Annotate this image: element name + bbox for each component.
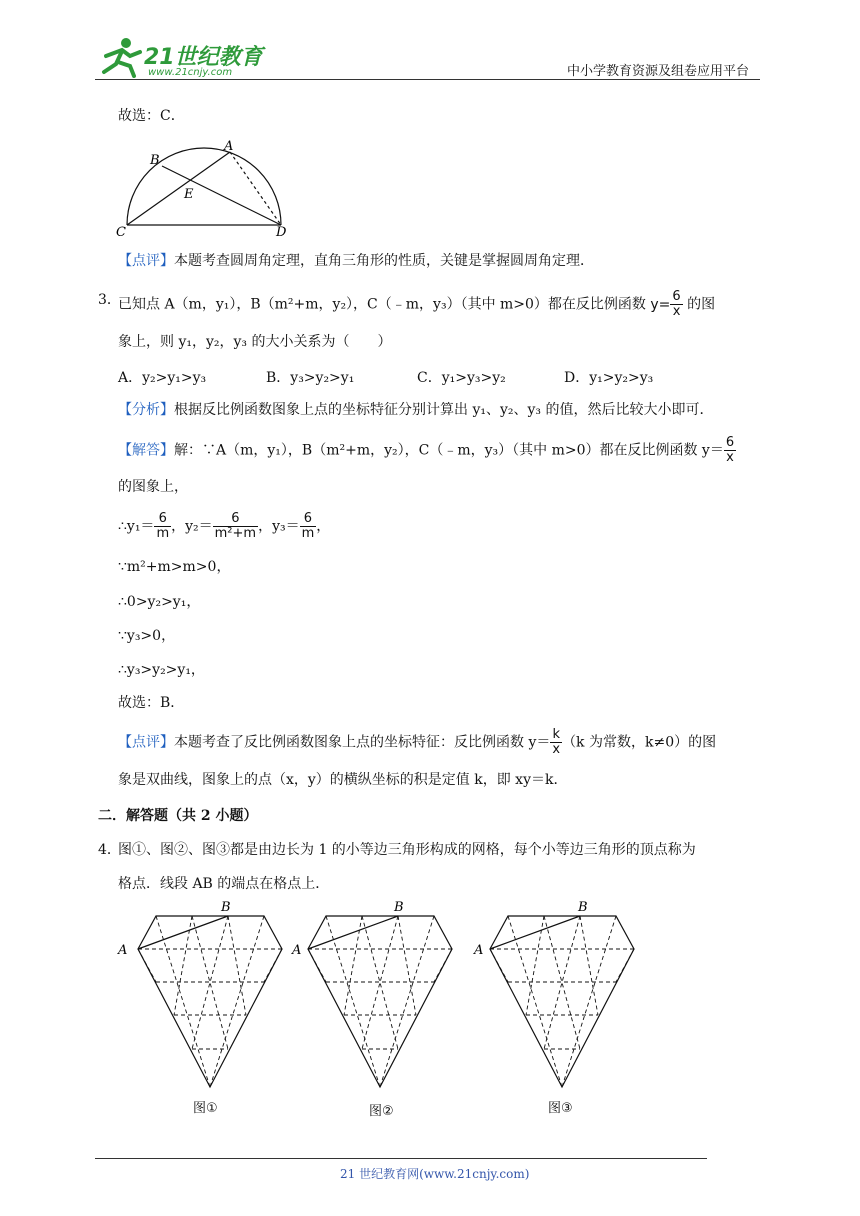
fig-label-A: A (224, 139, 234, 154)
q3-analysis (118, 400, 713, 420)
q3-stem (118, 290, 715, 319)
step1-b: ，y₂＝ (171, 518, 213, 535)
logo-title: 21世纪教育 (144, 45, 263, 70)
comment-text: 本题考查了反比例函数图象上点的坐标特征：反比例函数 y＝ (174, 734, 551, 751)
q3-func (650, 289, 687, 319)
q2-semicircle-figure (112, 138, 292, 238)
grid-shape (138, 916, 282, 1087)
fraction-denominator: m²+m (214, 526, 257, 541)
fraction-numerator: 6 (725, 435, 735, 450)
fraction-numerator: 6 (154, 512, 171, 527)
q4-stem-line1: 图①、图②、图③都是由边长为 1 的小等边三角形构成的网格，每个小等边三角形的顶点称为 (118, 842, 696, 858)
q4-figure-2 (290, 896, 470, 1094)
solution-tag: 【解答】 (118, 442, 174, 459)
q3-stem-b: 的图 (687, 296, 716, 313)
fig-label-C: C (116, 225, 126, 238)
step1-frac3 (300, 512, 317, 541)
comment-text: 本题考查圆周角定理，直角三角形的性质，关键是掌握圆周角定理． (174, 253, 594, 269)
step1-frac2 (213, 512, 258, 541)
q4-figure-1 (116, 896, 296, 1094)
step1-c: ，y₃＝ (258, 518, 300, 535)
figure-caption-2: 图② (369, 1104, 394, 1119)
q2-answer: 故选：C． (118, 108, 185, 124)
point-label-B: B (578, 900, 588, 915)
solution-text: 解：∵A（m，y₁），B（m²+m，y₂），C（﹣m，y₃）（其中 m>0）都在反比例函数 y＝ (174, 442, 724, 459)
fraction-denominator: m (301, 526, 315, 541)
solution-fraction (724, 436, 736, 465)
q3-step2: ∵m²+m>m>0， (118, 559, 231, 575)
figure-caption-1: 图① (193, 1101, 218, 1116)
q3-stem-a: 已知点 A（m，y₁），B（m²+m，y₂），C（﹣m，y₃）（其中 m>0）都在反比例函数 (118, 296, 646, 313)
q4-stem-line2: 格点．线段 AB 的端点在格点上． (118, 876, 330, 892)
fraction-denominator: m (156, 526, 170, 541)
q3-option-b: B．y₃>y₂>y₁ (266, 370, 355, 386)
q3-stem-line2: 象上，则 y₁，y₂，y₃ 的大小关系为（ ） (118, 334, 392, 350)
fraction-denominator: x (672, 304, 681, 319)
footer-text: 21 世纪教育网(www.21cnjy.com) (340, 1167, 530, 1181)
q3-solution-cont: 的图象上， (118, 479, 188, 495)
header-divider (95, 79, 760, 80)
q3-option-c: C．y₁>y₃>y₂ (417, 370, 506, 386)
fraction-numerator: 6 (213, 512, 258, 527)
q3-comment-line2: 象是双曲线，图象上的点（x，y）的横纵坐标的积是定值 k，即 xy＝k． (118, 772, 568, 788)
comment-tag: 【点评】 (118, 253, 174, 269)
q4-number: 4． (98, 842, 121, 858)
footer-divider (95, 1158, 707, 1159)
comment-text2: （k 为常数，k≠0）的图 (562, 734, 717, 751)
q2-comment (118, 251, 594, 271)
section-title: 二．解答题（共 2 小题） (98, 808, 258, 824)
comment-tag: 【点评】 (118, 734, 174, 751)
analysis-text: 根据反比例函数图象上点的坐标特征分别计算出 y₁、y₂、y₃ 的值，然后比较大小即可． (174, 402, 714, 418)
point-label-A: A (292, 943, 302, 958)
header-logo (96, 36, 266, 80)
grid-shape (490, 916, 634, 1087)
fraction-denominator: x (552, 742, 561, 757)
fraction-numerator: 6 (672, 289, 681, 304)
logo-url: www.21cnjy.com (148, 67, 233, 78)
q3-step3: ∴0>y₂>y₁， (118, 594, 201, 610)
grid-shape (308, 916, 452, 1087)
step1-d: ， (316, 518, 331, 535)
fig-label-D: D (276, 225, 287, 238)
q3-solution (118, 436, 736, 465)
point-label-A: A (474, 943, 484, 958)
fraction-numerator: 6 (300, 512, 317, 527)
point-label-A: A (118, 943, 128, 958)
comment-fraction (550, 728, 562, 757)
q3-step1 (118, 512, 330, 541)
fraction-numerator: k (550, 728, 562, 743)
q3-step5: ∴y₃>y₂>y₁， (118, 662, 205, 678)
q4-figure-3 (472, 896, 652, 1094)
q3-comment (118, 728, 716, 757)
header-right-text: 中小学教育资源及组卷应用平台 (567, 64, 750, 79)
step1-a: ∴y₁＝ (118, 518, 155, 535)
q3-func-y: y= (650, 296, 671, 313)
q3-option-d: D．y₁>y₂>y₃ (564, 370, 654, 386)
point-label-B: B (221, 900, 231, 915)
q3-option-a: A．y₂>y₁>y₃ (118, 370, 207, 386)
point-label-B: B (394, 900, 404, 915)
runner-logo-icon (96, 36, 146, 78)
analysis-tag: 【分析】 (118, 402, 174, 418)
q3-answer: 故选：B． (118, 695, 185, 711)
step1-frac1 (154, 512, 171, 541)
fraction-denominator: x (726, 450, 734, 465)
q3-step4: ∵y₃>0， (118, 628, 176, 644)
q3-number: 3． (98, 292, 121, 308)
fig-label-E: E (184, 187, 194, 202)
figure-caption-3: 图③ (548, 1101, 573, 1116)
fig-label-B: B (150, 153, 160, 168)
q3-func-fraction (670, 290, 682, 319)
